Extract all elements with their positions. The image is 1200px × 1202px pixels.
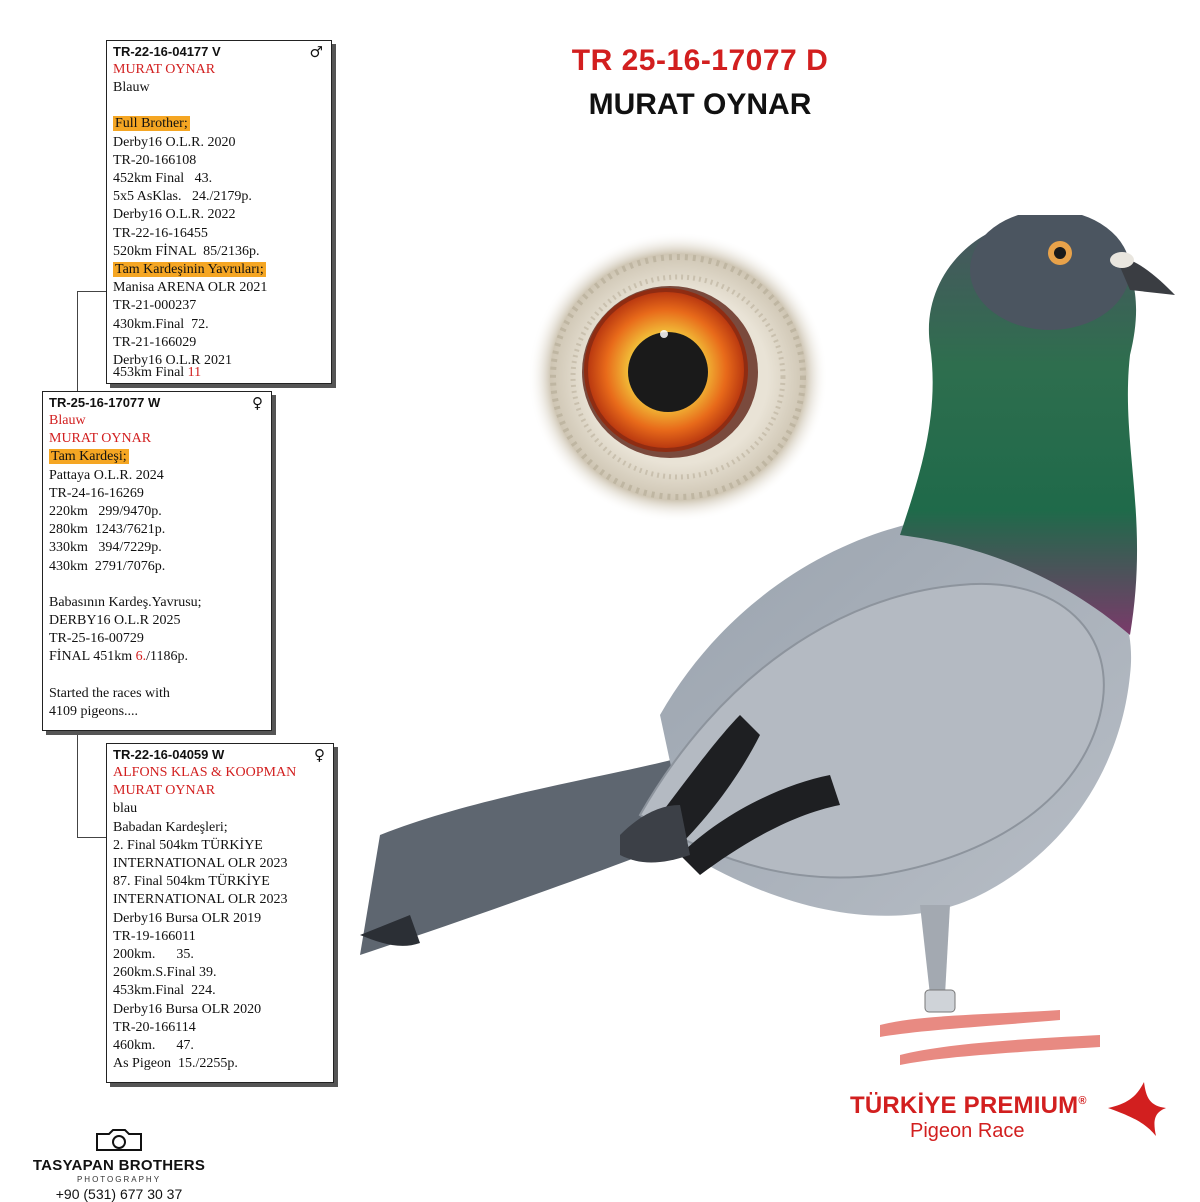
main-line: 430km 2791/7076p.: [49, 558, 166, 574]
sire-line: TR-22-16-16455: [113, 225, 208, 241]
owner-title: MURAT OYNAR: [588, 88, 812, 121]
pedigree-connector-dam: [77, 837, 106, 838]
sire-partial-place: 11: [187, 365, 202, 381]
female-symbol-icon: ♀: [314, 746, 325, 764]
dam-line: As Pigeon 15./2255p.: [113, 1056, 238, 1072]
main-line: Pattaya O.L.R. 2024: [49, 467, 164, 483]
dam-line: TR-20-166114: [113, 1019, 196, 1035]
main-final-place: 6.: [135, 649, 147, 665]
main-line: Babasının Kardeş.Yavrusu;: [49, 594, 202, 610]
dam-line: 460km. 47.: [113, 1038, 194, 1054]
sire-line: TR-21-000237: [113, 298, 197, 314]
sire-heading-offspring: Tam Kardeşinin Yavruları;: [115, 262, 264, 278]
sire-line: 452km Final 43.: [113, 171, 213, 187]
registered-mark: ®: [1078, 1095, 1087, 1107]
dam-line: Derby16 Bursa OLR 2020: [113, 1001, 262, 1017]
dam-line: TR-19-166011: [113, 928, 196, 944]
dam-line: Derby16 Bursa OLR 2019: [113, 910, 262, 926]
photographer-subtitle: PHOTOGRAPHY: [76, 1175, 162, 1184]
sire-color: Blauw: [113, 80, 150, 96]
sire-partial-line: 453km Final: [113, 365, 185, 381]
main-line: 220km 299/9470p.: [49, 504, 162, 520]
sire-line: TR-21-166029: [113, 334, 197, 350]
sire-pedigree-card: [106, 40, 332, 384]
dam-line: 260km.S.Final 39.: [113, 965, 217, 981]
sire-line: Manisa ARENA OLR 2021: [113, 280, 268, 296]
race-logo-name: TÜRKİYE PREMIUM: [850, 1092, 1079, 1119]
main-line: 330km 394/7229p.: [49, 540, 162, 556]
sire-line: TR-20-166108: [113, 152, 197, 168]
photographer-phone: +90 (531) 677 30 37: [55, 1186, 183, 1202]
dam-line: 453km.Final 224.: [113, 983, 216, 999]
dam-ring-number: TR-22-16-04059 W: [113, 747, 225, 762]
pedigree-connector-vertical-lower: [77, 731, 78, 837]
sire-line: 430km.Final 72.: [113, 316, 209, 332]
pedigree-connector-vertical: [77, 291, 78, 391]
main-color: Blauw: [49, 413, 86, 428]
sire-ring-number: TR-22-16-04177 V: [113, 44, 221, 59]
female-symbol-icon: ♀: [252, 394, 263, 412]
camera-icon: [91, 1128, 147, 1152]
main-final-suffix: /1186p.: [146, 649, 188, 665]
main-line: DERBY16 O.L.R 2025: [49, 613, 181, 629]
bird-logo-icon: [1106, 1078, 1176, 1142]
sire-line: Derby16 O.L.R. 2020: [113, 134, 236, 150]
race-logo-subtitle: Pigeon Race: [910, 1120, 1025, 1142]
photographer-name: TASYAPAN BROTHERS: [32, 1157, 206, 1174]
dam-color: blau: [113, 801, 138, 817]
dam-line: 87. Final 504km TÜRKİYE: [113, 874, 270, 890]
main-line: Started the races with: [49, 685, 170, 701]
dam-line: 2. Final 504km TÜRKİYE: [113, 837, 263, 853]
male-symbol-icon: ♂: [309, 43, 323, 61]
dam-pedigree-card: [106, 743, 334, 1083]
sire-breeder: MURAT OYNAR: [113, 62, 216, 77]
main-line: 4109 pigeons....: [49, 703, 139, 719]
main-line: 280km 1243/7621p.: [49, 522, 166, 538]
dam-line: 200km. 35.: [113, 947, 194, 963]
pigeon-photo: [360, 215, 1180, 1065]
pigeon-ring-title: TR 25-16-17077 D: [571, 44, 829, 77]
dam-breeder: ALFONS KLAS & KOOPMAN: [113, 765, 297, 780]
main-final-prefix: FİNAL 451km: [49, 649, 136, 665]
dam-breeder: MURAT OYNAR: [113, 783, 216, 799]
main-breeder: MURAT OYNAR: [49, 431, 152, 447]
main-pedigree-card: [42, 391, 272, 731]
sire-line: 520km FİNAL 85/2136p.: [113, 243, 260, 259]
sire-heading-full-brother: Full Brother;: [115, 116, 188, 132]
sire-line: Derby16 O.L.R. 2022: [113, 207, 236, 223]
dam-line: Babadan Kardeşleri;: [113, 819, 228, 835]
sire-line: 5x5 AsKlas. 24./2179p.: [113, 189, 252, 205]
main-heading-full-sibling: Tam Kardeşi;: [51, 449, 127, 465]
dam-line: INTERNATIONAL OLR 2023: [113, 892, 288, 908]
main-line: TR-25-16-00729: [49, 631, 144, 647]
race-logo: [850, 1092, 1180, 1143]
pedigree-connector-sire: [77, 291, 106, 292]
main-ring-number: TR-25-16-17077 W: [49, 395, 161, 410]
dam-line: INTERNATIONAL OLR 2023: [113, 856, 288, 872]
sire-line: Derby16 O.L.R 2021: [113, 353, 232, 369]
photographer-logo: [24, 1128, 214, 1202]
main-line: TR-24-16-16269: [49, 485, 144, 501]
